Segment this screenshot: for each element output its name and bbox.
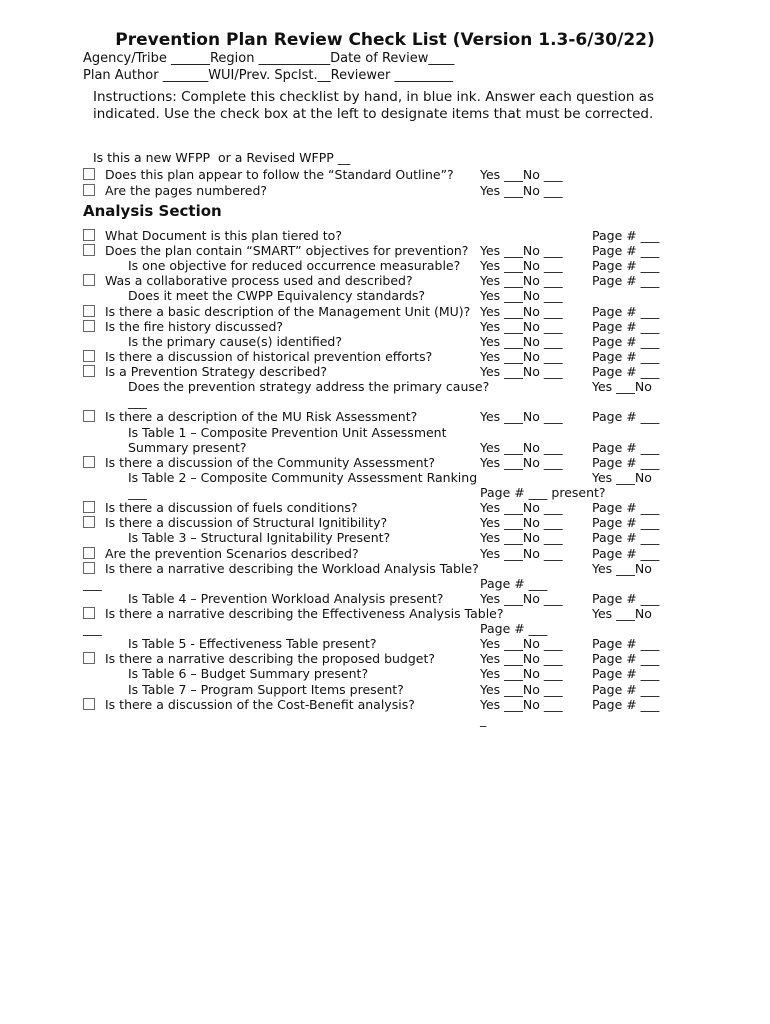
yes-no-field[interactable]: Yes ___No ___ xyxy=(480,258,563,273)
checklist-row xyxy=(0,576,770,591)
correction-checkbox[interactable] xyxy=(83,456,95,468)
checklist-row xyxy=(0,243,770,258)
yes-no-field[interactable]: Yes ___No ___ xyxy=(480,349,563,364)
page-number-field[interactable]: _ xyxy=(480,712,487,727)
correction-checkbox[interactable] xyxy=(83,244,95,256)
header-author-line: Plan Author _______WUI/Prev. Spclst.__Reviewer _________ xyxy=(83,68,454,83)
question-text: Is a Prevention Strategy described? xyxy=(105,364,327,379)
checklist-row xyxy=(0,697,770,712)
question-text: Was a collaborative process used and described? xyxy=(105,273,413,288)
question-text: Is Table 1 – Composite Prevention Unit Assessment xyxy=(128,425,447,440)
correction-checkbox[interactable] xyxy=(83,274,95,286)
checklist-row xyxy=(0,394,770,409)
page-number-field[interactable]: Page # ___ xyxy=(592,515,660,530)
question-text: Is the primary cause(s) identified? xyxy=(128,334,342,349)
yes-no-field[interactable]: Yes ___No xyxy=(592,379,652,394)
question-text: Is there a discussion of the Cost-Benefit analysis? xyxy=(105,697,415,712)
correction-checkbox[interactable] xyxy=(83,652,95,664)
question-text: Is Table 3 – Structural Ignitability Present? xyxy=(128,530,391,545)
question-text: Is Table 4 – Prevention Workload Analysis present? xyxy=(128,591,444,606)
question-text: Are the pages numbered? xyxy=(105,182,268,198)
correction-checkbox[interactable] xyxy=(83,516,95,528)
checklist-row xyxy=(0,167,770,182)
checklist-row xyxy=(0,258,770,273)
page-number-field[interactable]: Page # ___ xyxy=(592,273,660,288)
question-text: ___ xyxy=(128,485,147,500)
correction-checkbox[interactable] xyxy=(83,350,95,362)
question-text: Is there a narrative describing the Workload Analysis Table? xyxy=(105,561,479,576)
yes-no-field[interactable]: Yes ___No ___ xyxy=(480,530,563,545)
yes-no-field[interactable]: Yes ___No ___ xyxy=(480,697,563,712)
new-or-revised-question: Is this a new WFPP or a Revised WFPP __ xyxy=(93,150,351,165)
checklist-row xyxy=(0,409,770,424)
yes-no-field[interactable]: Yes ___No xyxy=(592,606,652,621)
question-text: Is Table 7 – Program Support Items present? xyxy=(128,682,404,697)
yes-no-field[interactable]: Yes ___No ___ xyxy=(480,409,563,424)
correction-checkbox[interactable] xyxy=(83,410,95,422)
checklist-row xyxy=(0,666,770,681)
page-number-field[interactable]: Page # ___ xyxy=(592,636,660,651)
correction-checkbox[interactable] xyxy=(83,305,95,317)
page-number-field[interactable]: Page # ___ xyxy=(592,304,660,319)
checklist-row xyxy=(0,228,770,243)
checklist-row xyxy=(0,440,770,455)
correction-checkbox[interactable] xyxy=(83,229,95,241)
question-text: Is there a discussion of historical prevention efforts? xyxy=(105,349,433,364)
checklist-row xyxy=(0,651,770,666)
question-text: Is Table 6 – Budget Summary present? xyxy=(128,666,369,681)
yes-no-field[interactable]: Yes ___No ___ xyxy=(480,319,563,334)
page-number-field[interactable]: Page # ___ xyxy=(592,258,660,273)
page-number-field[interactable]: Page # ___ xyxy=(592,697,660,712)
page-number-field[interactable]: Page # ___ xyxy=(592,334,660,349)
page-number-field[interactable]: Page # ___ present? xyxy=(480,485,606,500)
yes-no-field[interactable]: Yes ___No ___ xyxy=(480,273,563,288)
checklist-row xyxy=(0,304,770,319)
new-or-revised-row xyxy=(0,150,770,165)
yes-no-field[interactable]: Yes ___No ___ xyxy=(480,167,563,182)
checklist-row xyxy=(0,621,770,636)
correction-checkbox[interactable] xyxy=(83,547,95,559)
yes-no-field[interactable]: Yes ___No ___ xyxy=(480,682,563,697)
question-text: ___ xyxy=(128,394,147,409)
page-number-field[interactable]: Page # ___ xyxy=(592,228,660,243)
yes-no-field[interactable]: Yes ___No xyxy=(592,561,652,576)
checklist-row xyxy=(0,364,770,379)
correction-checkbox[interactable] xyxy=(83,501,95,513)
yes-no-field[interactable]: Yes ___No ___ xyxy=(480,182,563,198)
yes-no-field[interactable]: Yes ___No ___ xyxy=(480,546,563,561)
question-text: Summary present? xyxy=(128,440,247,455)
question-text: Is there a discussion of the Community Assessment? xyxy=(105,455,436,470)
page-number-field[interactable]: Page # ___ xyxy=(592,455,660,470)
header-agency-line: Agency/Tribe ______Region ___________Date of Review____ xyxy=(83,51,455,66)
correction-checkbox[interactable] xyxy=(83,184,95,196)
checklist-row xyxy=(0,712,770,727)
analysis-section-heading: Analysis Section xyxy=(83,202,222,220)
yes-no-field[interactable]: Yes ___No ___ xyxy=(480,591,563,606)
checklist-row xyxy=(0,546,770,561)
checklist-row xyxy=(0,455,770,470)
question-text: Does the plan contain “SMART” objectives for prevention? xyxy=(105,243,469,258)
question-text: Are the prevention Scenarios described? xyxy=(105,546,359,561)
page-number-field[interactable]: Page # ___ xyxy=(592,364,660,379)
page-number-field[interactable]: Page # ___ xyxy=(592,349,660,364)
correction-checkbox[interactable] xyxy=(83,365,95,377)
page-number-field[interactable]: Page # ___ xyxy=(592,319,660,334)
checklist-row xyxy=(0,319,770,334)
yes-no-field[interactable]: Yes ___No ___ xyxy=(480,651,563,666)
checklist-row xyxy=(0,288,770,303)
question-text: Is there a narrative describing the proposed budget? xyxy=(105,651,436,666)
correction-checkbox[interactable] xyxy=(83,698,95,710)
checklist-row xyxy=(0,500,770,515)
page-number-field[interactable]: Page # ___ xyxy=(592,500,660,515)
question-text: Does this plan appear to follow the “Standard Outline”? xyxy=(105,167,454,182)
correction-checkbox[interactable] xyxy=(83,562,95,574)
yes-no-field[interactable]: Yes ___No ___ xyxy=(480,455,563,470)
yes-no-field[interactable]: Yes ___No ___ xyxy=(480,515,563,530)
yes-no-field[interactable]: Yes ___No ___ xyxy=(480,288,563,303)
document-title: Prevention Plan Review Check List (Version 1.3-6/30/22) xyxy=(115,30,655,50)
question-text: Is there a discussion of fuels conditions? xyxy=(105,500,358,515)
correction-checkbox[interactable] xyxy=(83,320,95,332)
question-text: ___ xyxy=(83,576,102,591)
checklist-row xyxy=(0,530,770,545)
checklist-row xyxy=(0,470,770,485)
question-text: Is Table 2 – Composite Community Assessment Ranking xyxy=(128,470,478,485)
yes-no-field[interactable]: Yes ___No ___ xyxy=(480,636,563,651)
correction-checkbox[interactable] xyxy=(83,168,95,180)
correction-checkbox[interactable] xyxy=(83,607,95,619)
question-text: Does the prevention strategy address the primary cause? xyxy=(128,379,490,394)
checklist-row xyxy=(0,606,770,621)
yes-no-field[interactable]: Yes ___No ___ xyxy=(480,243,563,258)
checklist-row xyxy=(0,183,770,198)
page-number-field[interactable]: Page # ___ xyxy=(592,530,660,545)
question-text: Is there a description of the MU Risk Assessment? xyxy=(105,409,418,424)
checklist-row xyxy=(0,379,770,394)
question-text: Is there a discussion of Structural Ignitibility? xyxy=(105,515,388,530)
yes-no-field[interactable]: Yes ___No ___ xyxy=(480,334,563,349)
checklist-row xyxy=(0,515,770,530)
question-text: Is there a narrative describing the Effectiveness Analysis Table? xyxy=(105,606,504,621)
checklist-row xyxy=(0,682,770,697)
page-number-field[interactable]: Page # ___ xyxy=(480,621,548,636)
instructions-paragraph: Instructions: Complete this checklist by hand, in blue ink. Answer each question as indicated. Use the check box at the left to designate items that must be corrected. xyxy=(93,89,654,122)
yes-no-field[interactable]: Yes ___No ___ xyxy=(480,304,563,319)
checklist-row xyxy=(0,561,770,576)
page-number-field[interactable]: Page # ___ xyxy=(592,591,660,606)
page-number-field[interactable]: Page # ___ xyxy=(592,666,660,681)
page-number-field[interactable]: Page # ___ xyxy=(592,546,660,561)
question-text: Is one objective for reduced occurrence measurable? xyxy=(128,258,461,273)
checklist-row xyxy=(0,636,770,651)
page-number-field[interactable]: Page # ___ xyxy=(592,682,660,697)
yes-no-field[interactable]: Yes ___No ___ xyxy=(480,500,563,515)
checklist-row xyxy=(0,485,770,500)
question-text: Is Table 5 - Effectiveness Table present? xyxy=(128,636,377,651)
checklist-row xyxy=(0,349,770,364)
question-text: Does it meet the CWPP Equivalency standards? xyxy=(128,288,426,303)
checklist-row xyxy=(0,334,770,349)
yes-no-field[interactable]: Yes ___No xyxy=(592,470,652,485)
question-text: ___ xyxy=(83,621,102,636)
checklist-row xyxy=(0,591,770,606)
checklist-row xyxy=(0,273,770,288)
question-text: Is the fire history discussed? xyxy=(105,319,284,334)
yes-no-field[interactable]: Yes ___No ___ xyxy=(480,666,563,681)
yes-no-field[interactable]: Yes ___No ___ xyxy=(480,440,563,455)
question-text: Is there a basic description of the Management Unit (MU)? xyxy=(105,304,471,319)
page-number-field[interactable]: Page # ___ xyxy=(592,440,660,455)
page-number-field[interactable]: Page # ___ xyxy=(480,576,548,591)
page-number-field[interactable]: Page # ___ xyxy=(592,651,660,666)
checklist-row xyxy=(0,425,770,440)
page-number-field[interactable]: Page # ___ xyxy=(592,409,660,424)
page-number-field[interactable]: Page # ___ xyxy=(592,243,660,258)
question-text: What Document is this plan tiered to? xyxy=(105,228,342,243)
yes-no-field[interactable]: Yes ___No ___ xyxy=(480,364,563,379)
